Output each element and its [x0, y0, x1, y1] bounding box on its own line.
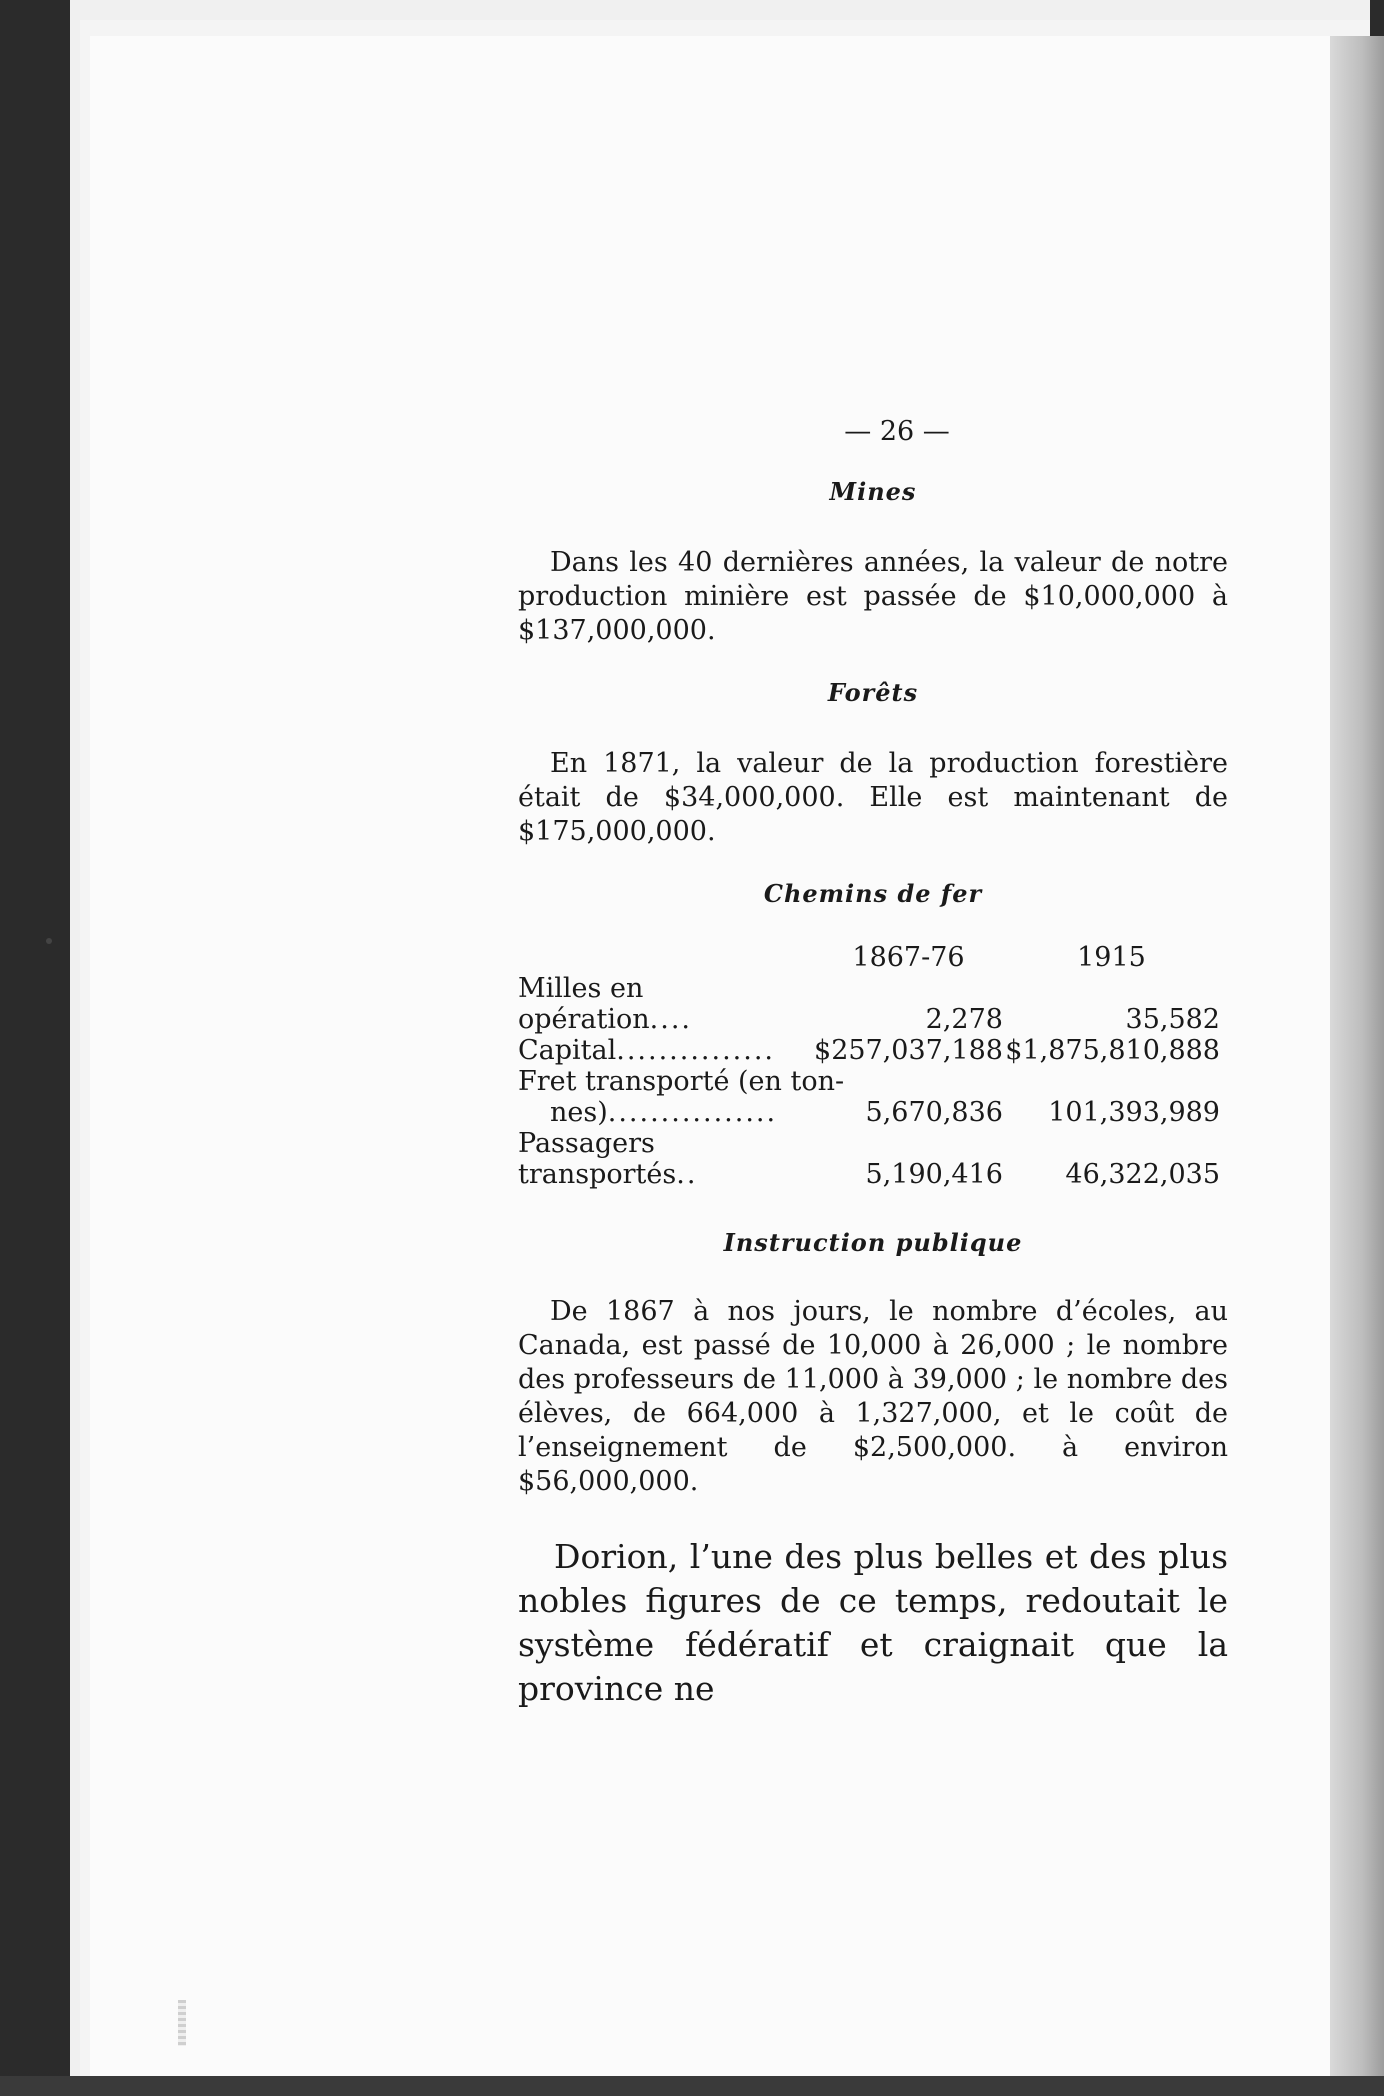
row-label: Milles en opération....	[518, 973, 692, 1035]
scan-bottom-border	[0, 2076, 1384, 2096]
table-row	[518, 1066, 1220, 1097]
table-row	[518, 1097, 1220, 1128]
table-row	[518, 1128, 1220, 1190]
section-title-forets: Forêts	[827, 678, 919, 707]
table-header-row	[518, 942, 1220, 973]
row-label-continued: nes)................	[550, 1097, 778, 1128]
row-value-1915: 46,322,035	[1065, 1159, 1220, 1190]
row-value-1867-76: $257,037,188	[814, 1035, 1003, 1066]
row-value-1915: 35,582	[1125, 1004, 1220, 1035]
row-value-1915: $1,875,810,888	[1005, 1035, 1220, 1066]
paragraph-closing: Dorion, l’une des plus belles et des plus nobles figures de ce temps, redoutait le système fédératif et craignait que la province ne	[518, 1537, 1228, 1708]
section-title-mines: Mines	[829, 477, 917, 506]
table-row	[518, 973, 1220, 1035]
paragraph-forets: En 1871, la valeur de la production forestière était de $34,000,000. Elle est maintenant de $175,000,000.	[518, 748, 1228, 847]
paragraph-mines: Dans les 40 dernières années, la valeur de notre production minière est passée de $10,000,000 à $137,000,000.	[518, 547, 1228, 646]
column-header-1915: 1915	[1077, 942, 1146, 973]
margin-speck	[46, 938, 52, 944]
row-value-1867-76: 5,190,416	[865, 1159, 1003, 1190]
column-header-1867-76: 1867-76	[852, 942, 965, 973]
railway-stats-table	[518, 942, 1220, 1190]
page-content	[518, 416, 1228, 1711]
page-binding-shadow	[1330, 36, 1384, 2076]
table-header-blank	[518, 942, 814, 973]
row-value-1867-76: 5,670,836	[865, 1097, 1003, 1128]
page-number: — 26 —	[844, 416, 950, 447]
section-title-instruction-publique: Instruction publique	[723, 1228, 1023, 1257]
row-label: Fret transporté (en ton-	[518, 1066, 845, 1097]
paragraph-instruction: De 1867 à nos jours, le nombre d’écoles, au Canada, est passé de 10,000 à 26,000 ; le nombre des professeurs de 11,000 à 39,000 ; le nombre des élèves, de 664,000 à 1,327,000, et le coût de l’enseignement de $2,500,000. à environ $56,000,000.	[518, 1296, 1228, 1497]
scan-artifact	[178, 2000, 186, 2046]
table-row	[518, 1035, 1220, 1066]
row-value-1867-76: 2,278	[925, 1004, 1003, 1035]
section-title-chemins-de-fer: Chemins de fer	[763, 879, 983, 908]
row-label: Passagers transportés..	[518, 1128, 698, 1190]
row-value-1915: 101,393,989	[1048, 1097, 1220, 1128]
row-label: Capital...............	[518, 1035, 776, 1066]
